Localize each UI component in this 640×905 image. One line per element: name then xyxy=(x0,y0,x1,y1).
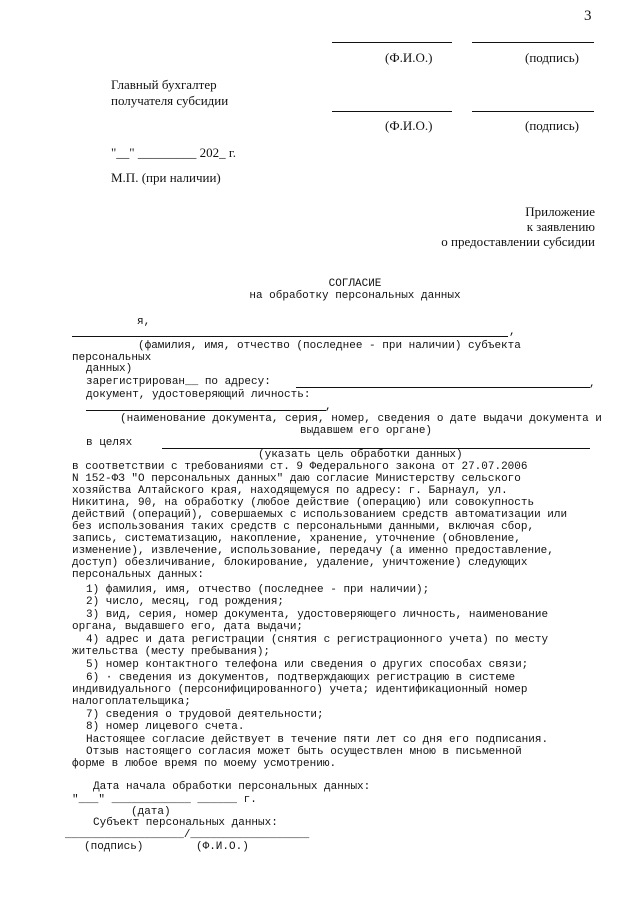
consent-title: СОГЛАСИЕ xyxy=(328,278,382,290)
fio-hint-line-2: персональных xyxy=(72,352,152,364)
list-item: 2) число, месяц, год рождения; xyxy=(86,596,285,608)
list-item: 3) вид, серия, номер документа, удостоверяющего личность, наименование xyxy=(86,609,549,621)
list-item-continuation: жительства (месту пребывания); xyxy=(72,646,271,658)
body-line: в соответствии с требованиями ст. 9 Федерального закона от 27.07.2006 xyxy=(72,461,528,473)
registered-label: зарегистрирован__ по адресу: xyxy=(86,376,271,388)
stamp-label: М.П. (при наличии) xyxy=(111,170,221,185)
body-line: запись, систематизацию, накопление, хранение, уточнение (обновление, xyxy=(72,533,521,545)
revoke-text-1: Отзыв настоящего согласия может быть осуществлен мною в письменной xyxy=(86,746,522,758)
list-item: 1) фамилия, имя, отчество (последнее - при наличии); xyxy=(86,584,430,596)
accountant-signature-line xyxy=(472,111,594,112)
list-item: 8) номер лицевого счета. xyxy=(86,721,245,733)
start-date-value: "___" ____________ ______ г. xyxy=(72,794,257,806)
body-line: действий (операций), совершаемых с использованием средств автоматизации или xyxy=(72,509,568,521)
body-line: без использования таких средств с персональными данными, включая сбор, xyxy=(72,521,535,533)
fio-hint-line-3: данных) xyxy=(86,363,133,375)
body-line: доступ) обезличивание, блокирование, удаление, уничтожение) следующих xyxy=(72,557,528,569)
subject-signature-row: __________________/__________________ xyxy=(65,829,310,841)
start-date-label: Дата начала обработки персональных данных: xyxy=(93,781,371,793)
subject-signature-hint: (подпись) xyxy=(84,841,144,853)
list-item-continuation: налогоплательщика; xyxy=(72,696,191,708)
accountant-signature-label: (подпись) xyxy=(525,118,579,133)
revoke-text-2: форме в любое время по моему усмотрению. xyxy=(72,758,337,770)
fio-signature-line xyxy=(332,42,452,43)
appendix-line-3: о предоставлении субсидии xyxy=(441,234,595,249)
fio-label: (Ф.И.О.) xyxy=(385,50,433,65)
accountant-fio-label: (Ф.И.О.) xyxy=(385,118,433,133)
signature-label: (подпись) xyxy=(525,50,579,65)
id-document-hint-2: выдавшем его органе) xyxy=(300,425,433,437)
signature-line xyxy=(472,42,594,43)
purpose-label: в целях xyxy=(86,437,133,449)
body-line: N 152-ФЗ "О персональных данных" даю согласие Министерству сельского xyxy=(72,473,521,485)
address-fill-line xyxy=(296,387,590,388)
body-line: персональных данных: xyxy=(72,569,205,581)
validity-text: Настоящее согласие действует в течение пяти лет со дня его подписания. xyxy=(86,734,549,746)
accountant-title: Главный бухгалтер xyxy=(111,77,217,92)
id-document-fill-line xyxy=(86,410,326,411)
list-item: 7) сведения о трудовой деятельности; xyxy=(86,709,324,721)
body-line: Никитина, 90, на обработку (любое действие (операцию) или совокупность xyxy=(72,497,535,509)
ya-label: я, xyxy=(137,316,151,328)
comma-2: , xyxy=(589,378,596,390)
list-item-continuation: органа, выдавшего его, дата выдачи; xyxy=(72,621,304,633)
accountant-subtitle: получателя субсидии xyxy=(111,93,229,108)
appendix-line-1: Приложение xyxy=(525,204,595,219)
comma-1: , xyxy=(509,326,516,338)
list-item: 4) адрес и дата регистрации (снятия с регистрационного учета) по месту xyxy=(86,634,549,646)
consent-subtitle: на обработку персональных данных xyxy=(249,290,461,302)
fio-hint-line-1: (фамилия, имя, отчество (последнее - при наличии) субъекта xyxy=(138,340,521,352)
subject-fio-hint: (Ф.И.О.) xyxy=(196,841,249,853)
appendix-line-2: к заявлению xyxy=(526,219,595,234)
id-document-label: документ, удостоверяющий личность: xyxy=(86,389,311,401)
date-line: "__" _________ 202_ г. xyxy=(111,145,236,160)
list-item-continuation: индивидуального (персонифицированного) учета; идентификационный номер xyxy=(72,684,528,696)
page-number: 3 xyxy=(584,8,592,24)
date-hint: (дата) xyxy=(131,806,171,818)
accountant-fio-line xyxy=(332,111,452,112)
fio-fill-line xyxy=(72,336,508,337)
body-line: хозяйства Алтайского края, находящемуся по адресу: г. Барнаул, ул. xyxy=(72,485,508,497)
comma-3: , xyxy=(325,401,332,413)
subject-label: Субъект персональных данных: xyxy=(93,817,278,829)
body-line: изменение), извлечение, использование, передачу (а именно предоставление, xyxy=(72,545,554,557)
list-item: 5) номер контактного телефона или сведения о других способах связи; xyxy=(86,659,529,671)
list-item: 6) · сведения из документов, подтверждающих регистрацию в системе xyxy=(86,672,516,684)
id-document-hint-1: (наименование документа, серия, номер, сведения о дате выдачи документа и xyxy=(120,413,602,425)
purpose-hint: (указать цель обработки данных) xyxy=(258,449,463,461)
